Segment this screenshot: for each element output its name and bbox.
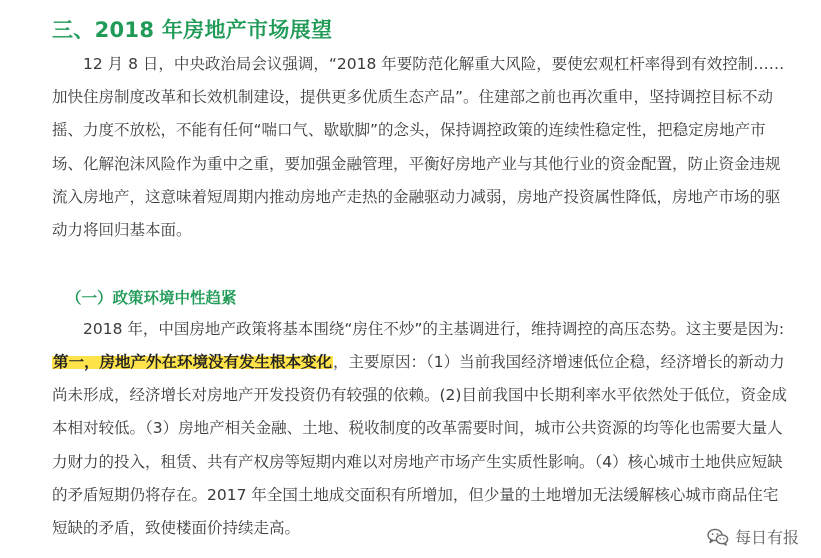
watermark-text: 每日有报	[734, 528, 799, 547]
section-heading: 三、2018 年房地产市场展望	[52, 18, 333, 42]
wechat-icon	[707, 528, 729, 546]
reasons-text: ，主要原因：（1）当前我国经济增速低位企稳，经济增长的新动力尚未形成，经济增长对房地产开发投资仍有较强的依赖。(2)目前我国中长期利率水平依然处于低位，资金成本相对较低。（3）房地产相关金融、土地、税收制度的改革需要时间，城市公共资源的均等化也需要大量人力财力的投入，租赁、共有产权房等短期内难以对房地产市场产生实质性影响。（4）核心城市土地供应短缺的矛盾短期仍将存在。2017 年全国土地成交面积有所增加，但少量的土地增加无法缓解核心城市商品住宅短缺的矛盾，致使楼面价持续走高。	[52, 353, 787, 538]
paragraph-policy-meeting: 12 月 8 日，中央政治局会议强调，“2018 年要防范化解重大风险，要使宏观杠杆率得到有效控制……加快住房制度改革和长效机制建设，提供更多优质生态产品”。住建部之前也再次重申，坚持调控目标不动摇、力度不放松，不能有任何“喘口气、歇歇脚”的念头，保持调控政策的连续性稳定性，把稳定房地产市场、化解泡沫风险作为重中之重，要加强金融管理，平衡好房地产业与其他行业的资金配置，防止资金违规流入房地产，这意味着短周期内推动房地产走热的金融驱动力减弱，房地产投资属性降低，房地产市场的驱动力将回归基本面。	[52, 55, 785, 240]
subsection-heading: （一）政策环境中性趋紧	[66, 289, 237, 307]
highlighted-point: 第一，房地产外在环境没有发生根本变化	[53, 353, 333, 371]
paragraph-policy-tone: 2018 年，中国房地产政策将基本围绕“房住不炒”的主基调进行，维持调控的高压态势。这主要是因为:	[83, 320, 785, 338]
paragraph-reasons	[52, 346, 792, 545]
watermark	[707, 525, 799, 548]
